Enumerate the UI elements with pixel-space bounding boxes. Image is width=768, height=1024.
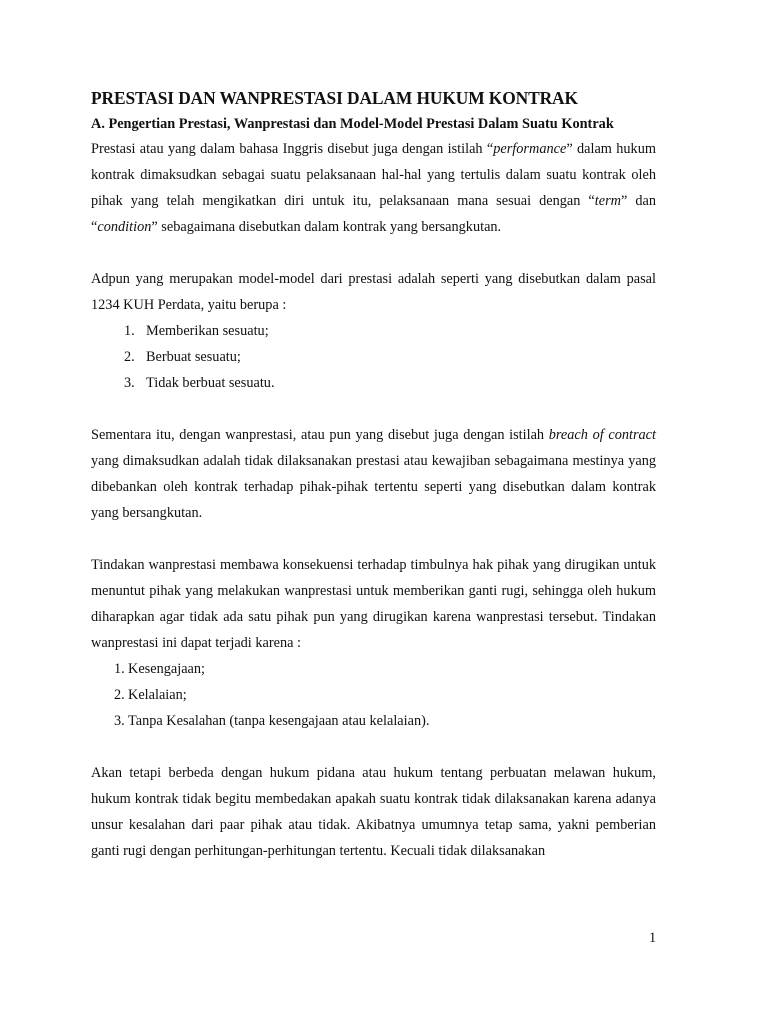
document-title: PRESTASI DAN WANPRESTASI DALAM HUKUM KONTRAK [91, 88, 578, 108]
list-item [91, 318, 656, 344]
list-item-number: 3. [114, 713, 125, 729]
paragraph-gap [91, 396, 656, 422]
list-item-number: 2. [124, 349, 135, 365]
p3-text-2: yang dimaksudkan adalah tidak dilaksanakan prestasi atau kewajiban sebagaimana mestinya yang dibebankan oleh kontrak terhadap pihak-pihak tertentu seperti yang disebutkan dalam kontrak yang bersangkutan. [91, 453, 656, 521]
p1-text-4: ” sebagaimana disebutkan dalam kontrak yang bersangkutan. [151, 219, 502, 235]
list-item [91, 708, 656, 734]
list-item-text: Kesengajaan; [128, 661, 206, 677]
document-content [91, 88, 656, 864]
p1-text-3: ” dan “ [91, 193, 656, 235]
page-number: 1 [649, 930, 657, 946]
p3-italic-breach-of-contract: breach of contract [548, 427, 656, 443]
paragraph-prestasi-models: Adpun yang merupakan model-model dari prestasi adalah seperti yang disebutkan dalam pasal 1234 KUH Perdata, yaitu berupa : [91, 271, 656, 313]
list-item-number: 3. [124, 375, 135, 391]
p3-text-1: Sementara itu, dengan wanprestasi, atau pun yang disebut juga dengan istilah [91, 427, 549, 443]
list-item-text: Memberikan sesuatu; [146, 323, 269, 339]
p1-italic-performance: performance [493, 141, 567, 157]
list-item-text: Berbuat sesuatu; [146, 349, 241, 365]
p1-italic-condition: condition [97, 219, 152, 235]
paragraph-prestasi-definition [91, 136, 656, 240]
prestasi-models-list [91, 318, 656, 396]
paragraph-gap [91, 734, 656, 760]
list-item-number: 1. [124, 323, 135, 339]
list-item [91, 682, 656, 708]
paragraph-gap [91, 240, 656, 266]
list-item-number: 1. [114, 661, 125, 677]
list-item-text: Tidak berbuat sesuatu. [146, 375, 275, 391]
paragraph-comparison-pidana: Akan tetapi berbeda dengan hukum pidana atau hukum tentang perbuatan melawan hukum, hukum kontrak tidak begitu membedakan apakah suatu kontrak tidak dilaksanakan karena adanya unsur kesalahan dari paar pihak atau tidak. Akibatnya umumnya tetap sama, yakni pemberian ganti rugi dengan perhitungan-perhitungan tertentu. Kecuali tidak dilaksanakan [91, 765, 656, 859]
list-item-number: 2. [114, 687, 125, 703]
paragraph-wanprestasi-consequence: Tindakan wanprestasi membawa konsekuensi terhadap timbulnya hak pihak yang dirugikan untuk menuntut pihak yang melakukan wanprestasi untuk memberikan ganti rugi, sehingga oleh hukum diharapkan agar tidak ada satu pihak pun yang dirugikan karena wanprestasi tersebut. Tindakan wanprestasi ini dapat terjadi karena : [91, 557, 656, 651]
wanprestasi-causes-list [91, 656, 656, 734]
list-item [91, 370, 656, 396]
section-a-heading: A. Pengertian Prestasi, Wanprestasi dan Model-Model Prestasi Dalam Suatu Kontrak [91, 116, 614, 132]
list-item [91, 656, 656, 682]
list-item [91, 344, 656, 370]
p1-text-1: Prestasi atau yang dalam bahasa Inggris disebut juga dengan istilah “ [91, 141, 494, 157]
p1-text-2: ” dalam hukum kontrak dimaksudkan sebagai suatu pelaksanaan hal-hal yang tertulis dalam suatu kontrak oleh pihak yang telah mengikatkan diri untuk itu, pelaksanaan mana sesuai dengan “ [91, 141, 656, 209]
paragraph-gap [91, 526, 656, 552]
p1-italic-term: term [594, 193, 621, 209]
list-item-text: Tanpa Kesalahan (tanpa kesengajaan atau kelalaian). [128, 713, 430, 729]
paragraph-wanprestasi-definition [91, 422, 656, 526]
list-item-text: Kelalaian; [128, 687, 187, 703]
